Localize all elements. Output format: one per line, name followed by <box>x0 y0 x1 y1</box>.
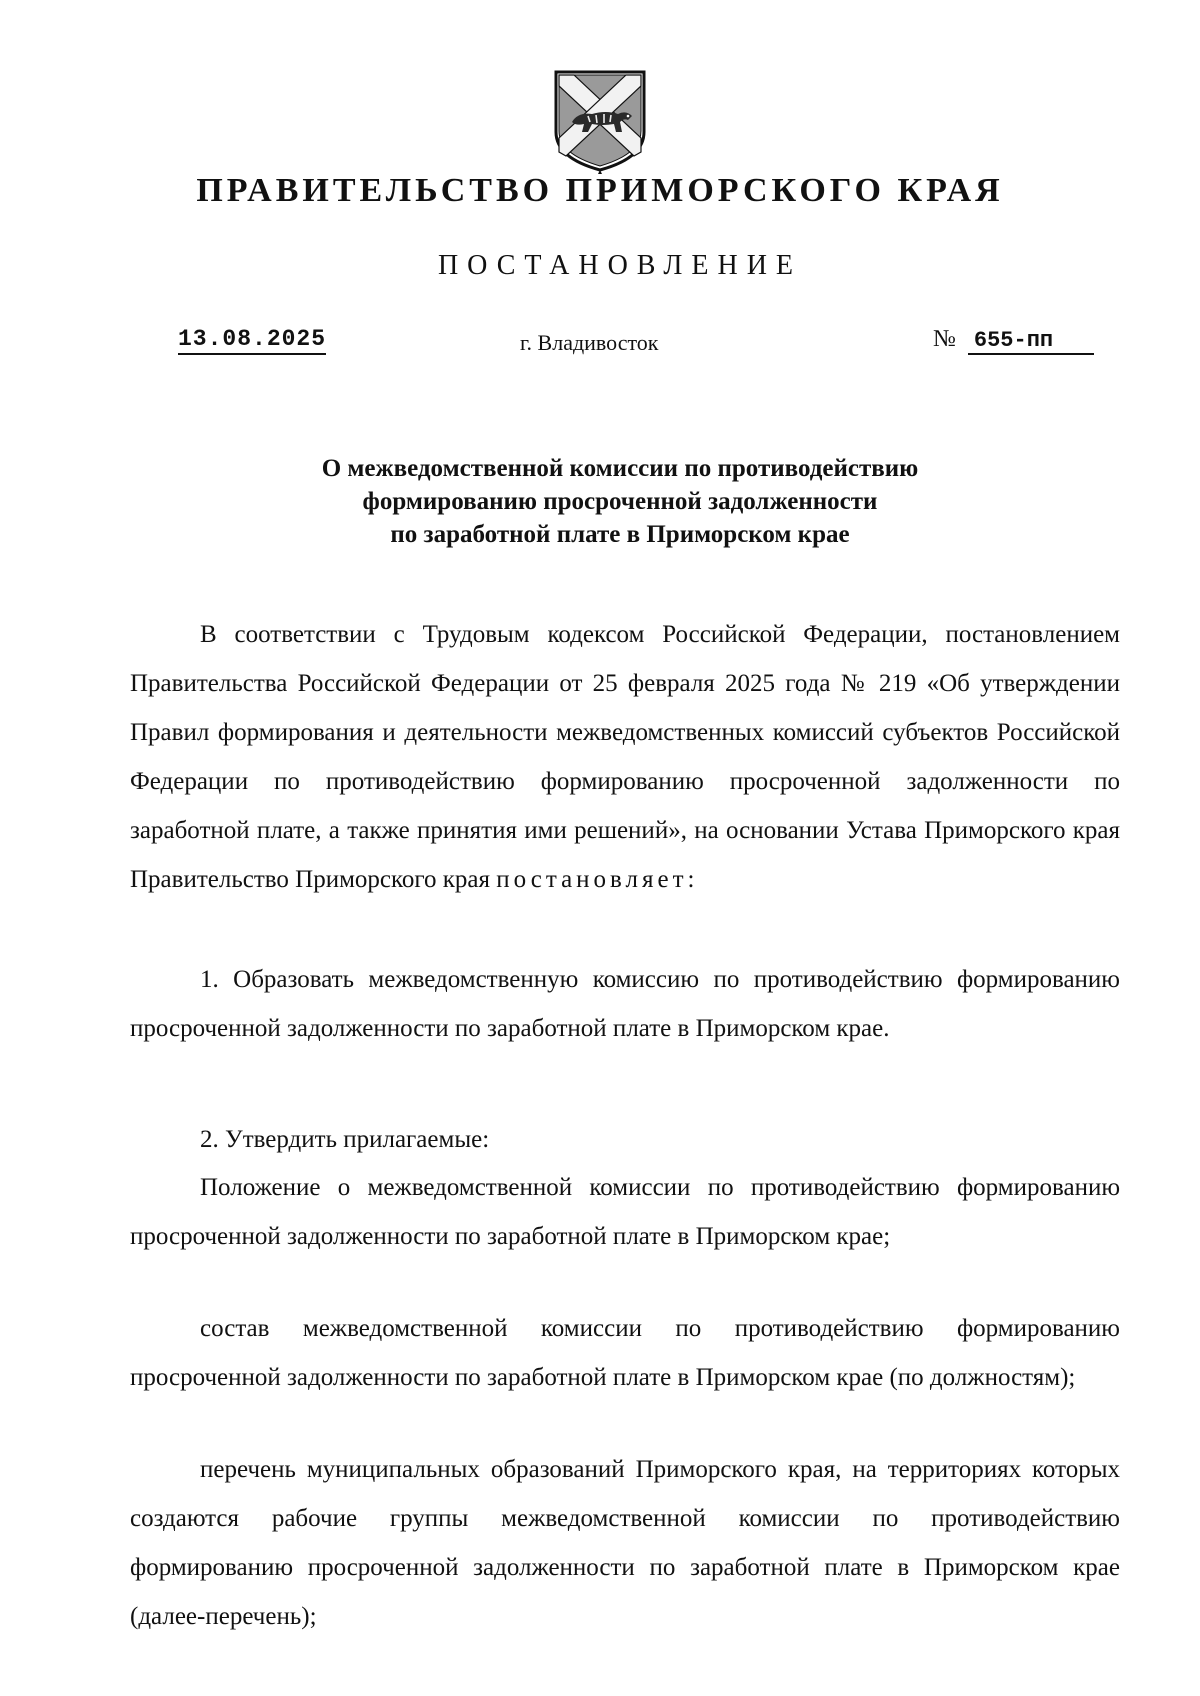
document-number: 655-пп <box>968 328 1094 355</box>
primorsky-krai-coat-of-arms-icon <box>548 66 652 174</box>
organization-title: ПРАВИТЕЛЬСТВО ПРИМОРСКОГО КРАЯ <box>196 172 1004 209</box>
document-number-block <box>933 326 1094 355</box>
item-2-paragraph <box>130 1115 1120 1164</box>
title-line: формированию просроченной задолженности <box>362 488 878 515</box>
item-2a-paragraph <box>130 1163 1120 1261</box>
preamble-paragraph <box>130 610 1120 904</box>
title-line: по заработной плате в Приморском крае <box>390 521 850 548</box>
item-2-text: 2. Утвердить прилагаемые: <box>200 1126 490 1153</box>
document-title <box>0 452 1200 551</box>
document-city: г. Владивосток <box>520 330 659 355</box>
number-sign: № <box>933 326 956 352</box>
item-2c-text: перечень муниципальных образований Приморского края, на территориях которых создаются рабочие группы межведомственной комиссии по противодействию формированию просроченной задолженности по заработной плате в Приморском крае (далее-перечень); <box>130 1456 1120 1630</box>
preamble-text: В соответствии с Трудовым кодексом Российской Федерации, постановлением Правительства Российской Федерации от 25 февраля 2025 года № 219 «Об утверждении Правил формирования и деятельности межведомственных комиссий субъектов Российской Федерации по противодействию формированию просроченной задолженности по заработной плате, а также принятия ими решений», на основании Устава Приморского края Правительство Приморского края <box>130 621 1120 893</box>
item-2b-text: состав межведомственной комиссии по противодействию формированию просроченной задолженности по заработной плате в Приморском крае (по должностям); <box>130 1315 1120 1391</box>
document-date: 13.08.2025 <box>178 326 326 355</box>
item-1-paragraph <box>130 955 1120 1053</box>
preamble-verb: постановляет: <box>496 866 699 893</box>
item-2c-paragraph <box>130 1445 1120 1641</box>
title-line: О межведомственной комиссии по противодействию <box>321 455 919 482</box>
item-2a-text: Положение о межведомственной комиссии по противодействию формированию просроченной задолженности по заработной плате в Приморском крае; <box>130 1174 1120 1250</box>
item-1-text: 1. Образовать межведомственную комиссию по противодействию формированию просроченной задолженности по заработной плате в Приморском крае. <box>130 966 1120 1042</box>
item-2b-paragraph <box>130 1304 1120 1402</box>
document-type: ПОСТАНОВЛЕНИЕ <box>437 250 803 281</box>
